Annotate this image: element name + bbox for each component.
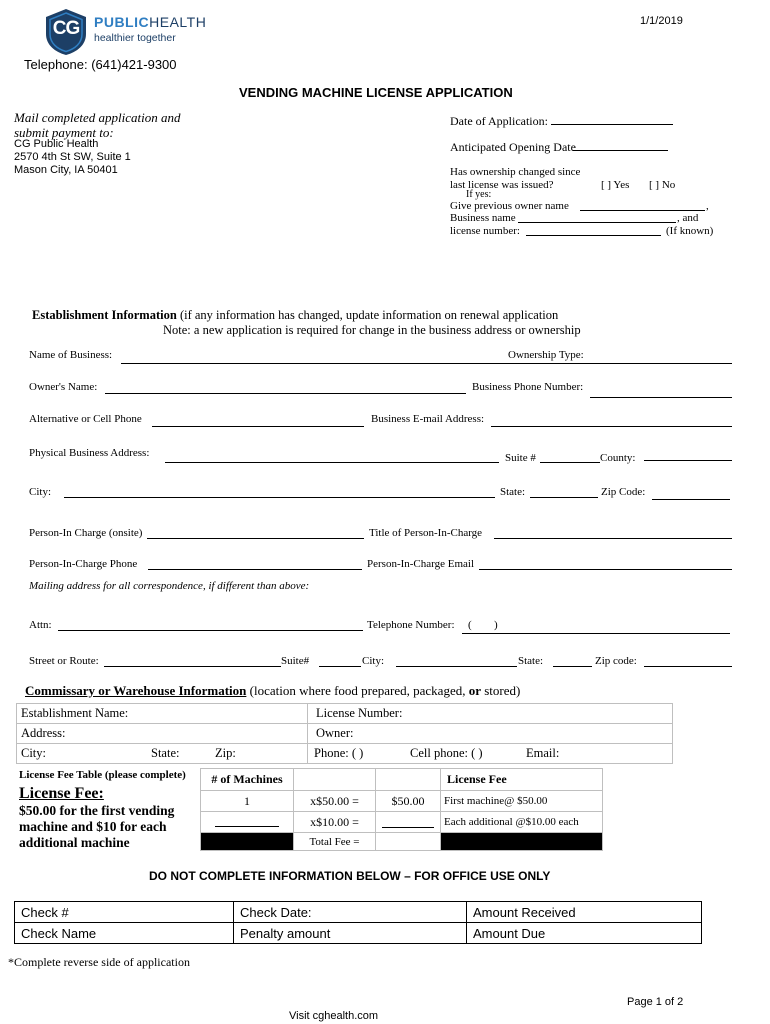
fee-info-heading: License Fee: [19,785,104,802]
commissary-est-name-label: Establishment Name: [21,706,129,720]
mailing-city-label: City: [362,655,385,667]
commissary-license-number-cell[interactable] [308,704,673,724]
establishment-heading [32,308,558,323]
commissary-owner-cell[interactable] [308,724,673,744]
office-use-table [14,901,702,944]
mail-city: Mason City, IA 50401 [14,164,118,176]
fee-row2-count-line [215,826,279,827]
alt-phone-field[interactable] [152,426,364,427]
fee-total-label: Total Fee = [294,833,376,851]
county-field[interactable] [644,460,732,461]
person-in-charge-label: Person-In Charge (onsite) [29,527,143,539]
office-penalty-amount: Penalty amount [234,923,467,944]
mailing-state-field[interactable] [553,666,592,667]
fee-row1-count[interactable]: 1 [201,791,294,812]
mailing-telephone-label: Telephone Number: [367,619,455,631]
name-of-business-label: Name of Business: [29,349,113,361]
owners-name-label: Owner's Name: [29,381,98,393]
office-check-date: Check Date: [234,902,467,923]
commissary-est-name-cell[interactable] [17,704,308,724]
ownership-yes-checkbox[interactable]: [ ] Yes [601,179,630,191]
name-of-business-field[interactable] [121,363,732,364]
business-name-label: Business name [450,212,516,224]
logo-initials: CG [52,18,80,39]
previous-license-number-field[interactable] [526,235,661,236]
business-phone-label: Business Phone Number: [472,381,584,393]
mailing-street-label: Street or Route: [29,655,99,667]
footer-page: Page 1 of 2 [627,996,684,1008]
owners-name-field[interactable] [105,393,466,394]
fee-col-machines: # of Machines [201,769,294,791]
logo-tagline: healthier together [94,32,176,44]
commissary-heading-or: or [468,683,481,698]
office-amount-received: Amount Received [467,902,702,923]
county-label: County: [600,452,636,464]
business-email-field[interactable] [491,426,732,427]
office-use-heading: DO NOT COMPLETE INFORMATION BELOW – FOR OFFICE USE ONLY [149,869,551,883]
fee-total-blackout-1 [201,833,294,851]
fee-info-line-2: machine and $10 for each [19,819,167,834]
telephone-paren-open: ( [468,619,472,631]
opening-date-field[interactable] [573,150,668,151]
attn-field[interactable] [58,630,363,631]
mailing-city-field[interactable] [396,666,517,667]
fee-col-empty-1 [294,769,376,791]
pic-email-label: Person-In-Charge Email [367,558,475,570]
commissary-address-label: Address: [21,726,66,740]
fee-total-blackout-2 [441,833,603,851]
commissary-zip-label: Zip: [215,746,236,760]
mail-street: 2570 4th St SW, Suite 1 [14,151,131,163]
logo-brand-light: HEALTH [149,14,207,30]
ownership-question-2: last license was issued? [450,179,554,191]
mailing-telephone-field[interactable] [462,633,730,634]
commissary-heading [25,683,520,699]
fee-table [200,768,603,851]
mailing-zip-field[interactable] [644,666,732,667]
header-telephone: Telephone: (641)421-9300 [24,57,177,72]
commissary-heading-bold: Commissary or Warehouse Information [25,683,247,698]
fee-info-line-3: additional machine [19,835,130,850]
if-known-label: (If known) [666,225,714,237]
establishment-heading-bold: Establishment Information [32,308,177,322]
pic-title-field[interactable] [494,538,732,539]
logo-brand-bold: PUBLIC [94,14,150,30]
opening-date-label: Anticipated Opening Date [450,140,576,154]
establishment-note: Note: a new application is required for change in the business address or ownership [163,323,581,337]
telephone-paren-close: ) [494,619,498,631]
physical-address-label: Physical Business Address: [29,447,150,459]
mailing-state-label: State: [518,655,544,667]
state-field[interactable] [530,497,598,498]
commissary-address-cell[interactable] [17,724,308,744]
fee-row1-amount[interactable]: $50.00 [376,791,441,812]
zip-code-label: Zip Code: [601,486,646,498]
office-amount-due: Amount Due [467,923,702,944]
commissary-phone-cell[interactable] [308,744,673,764]
alt-phone-label: Alternative or Cell Phone [29,413,142,425]
if-yes-label: If yes: [466,189,492,200]
commissary-heading-rest-1: (location where food prepared, packaged, [246,683,469,698]
fee-row2-desc: Each additional @$10.00 each [441,812,603,833]
commissary-email-label: Email: [526,746,560,760]
suite-label: Suite # [505,452,536,464]
zip-code-field[interactable] [652,499,730,500]
footer-note: *Complete reverse side of application [8,955,190,969]
mailing-suite-field[interactable] [319,666,361,667]
date-of-application-label: Date of Application: [450,114,548,128]
mailing-suite-label: Suite# [281,655,310,667]
pic-email-field[interactable] [479,569,732,570]
office-check-name: Check Name [15,923,234,944]
commissary-table [16,703,673,764]
state-label: State: [500,486,526,498]
ownership-type-label: Ownership Type: [508,349,584,361]
business-name-and: , and [677,212,699,224]
commissary-phone-label: Phone: ( ) [314,746,364,760]
page-title: VENDING MACHINE LICENSE APPLICATION [239,85,513,100]
fee-total-amount[interactable] [376,833,441,851]
attn-label: Attn: [29,619,52,631]
commissary-cell-label: Cell phone: ( ) [410,746,483,760]
previous-owner-comma: , [706,200,709,212]
commissary-heading-rest-2: stored) [481,683,521,698]
fee-info-line-1: $50.00 for the first vending [19,803,175,818]
mailing-street-field[interactable] [104,666,281,667]
mailing-zip-label: Zip code: [595,655,637,667]
logo [44,8,214,56]
fee-row2-amount[interactable] [376,812,441,833]
fee-row2-count[interactable] [201,812,294,833]
header-date: 1/1/2019 [640,15,683,27]
fee-row2-amount-line [382,827,434,828]
date-of-application-field[interactable] [551,124,673,125]
business-phone-field[interactable] [590,397,732,398]
office-check-number: Check # [15,902,234,923]
fee-row1-rate: x$50.00 = [294,791,376,812]
mail-instruction-1: Mail completed application and [14,110,181,125]
physical-address-field[interactable] [165,462,499,463]
business-email-label: Business E-mail Address: [371,413,485,425]
previous-business-name-field[interactable] [518,222,676,223]
suite-field[interactable] [540,462,600,463]
pic-phone-label: Person-In-Charge Phone [29,558,138,570]
commissary-city-state-zip-cell[interactable] [17,744,308,764]
pic-title-label: Title of Person-In-Charge [369,527,483,539]
ownership-question-1: Has ownership changed since [450,166,581,178]
mail-instruction-2: submit payment to: [14,125,114,140]
mail-name: CG Public Health [14,138,99,150]
city-field[interactable] [64,497,495,498]
commissary-city-label: City: [21,746,47,760]
person-in-charge-field[interactable] [147,538,364,539]
commissary-state-label: State: [151,746,180,760]
commissary-license-number-label: License Number: [316,706,403,720]
previous-owner-field[interactable] [580,210,705,211]
fee-col-empty-2 [376,769,441,791]
mailing-note: Mailing address for all correspondence, if different than above: [29,580,310,592]
ownership-no-checkbox[interactable]: [ ] No [649,179,676,191]
fee-row1-desc: First machine@ $50.00 [441,791,603,812]
license-number-label: license number: [450,225,520,237]
fee-table-label: License Fee Table (please complete) [19,769,186,781]
fee-row2-rate: x$10.00 = [294,812,376,833]
commissary-owner-label: Owner: [316,726,354,740]
logo-brand [94,14,206,30]
fee-col-license-fee: License Fee [441,769,603,791]
previous-owner-label: Give previous owner name [450,200,569,212]
pic-phone-field[interactable] [148,569,362,570]
footer-visit: Visit cghealth.com [289,1010,379,1022]
establishment-heading-rest: (if any information has changed, update information on renewal application [179,308,559,322]
city-label: City: [29,486,52,498]
